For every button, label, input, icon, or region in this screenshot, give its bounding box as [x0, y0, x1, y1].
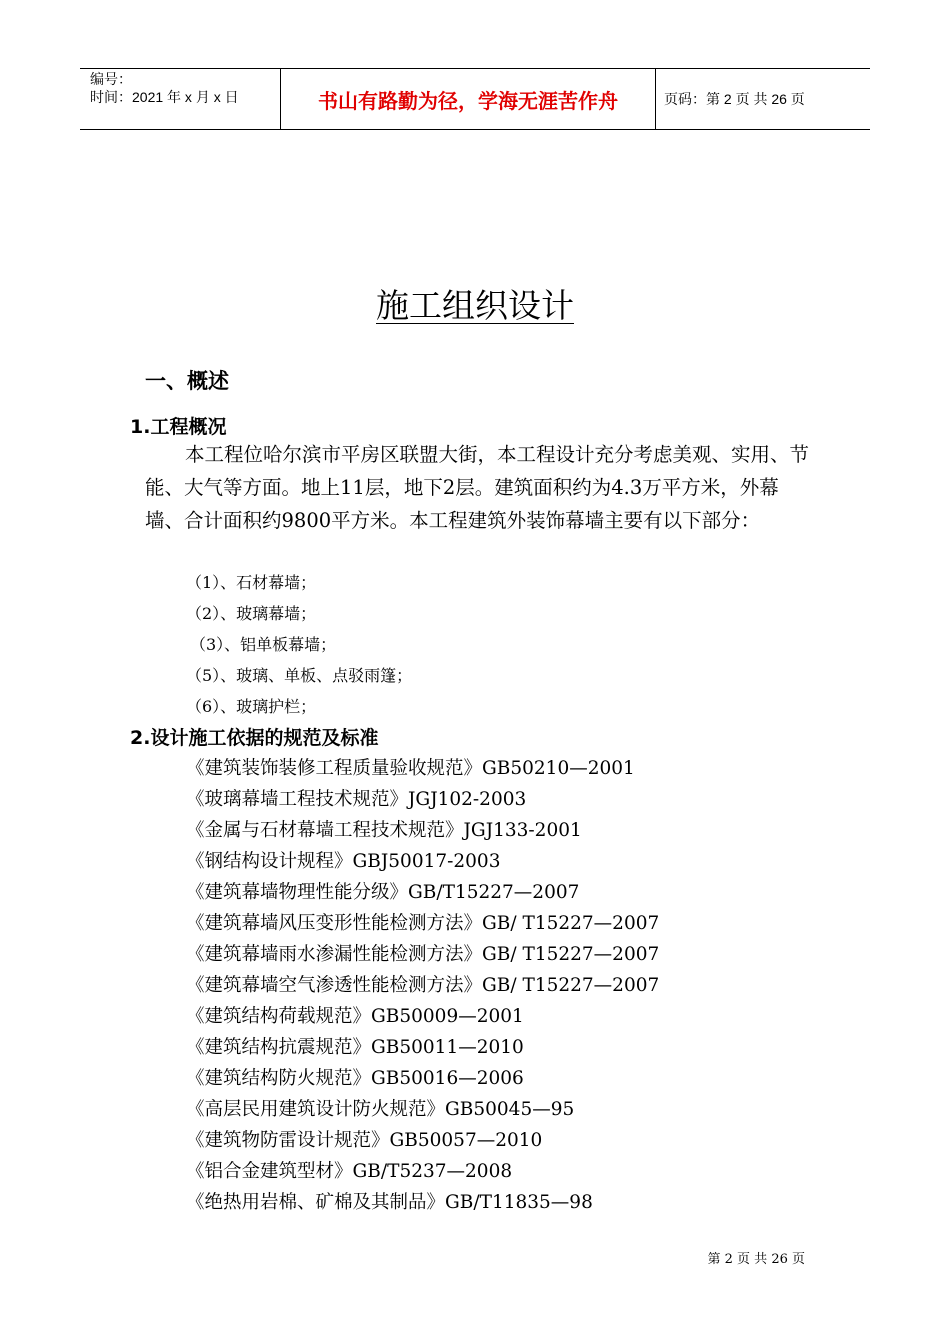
- list-item: （2）、玻璃幕墙；: [186, 604, 317, 623]
- standard-item: 《建筑结构抗震规范》GB50011—2010: [186, 1037, 524, 1058]
- standard-item: 《建筑结构防火规范》GB50016—2006: [186, 1068, 524, 1089]
- standard-item: 《建筑幕墙雨水渗漏性能检测方法》GB/ T15227—2007: [186, 944, 660, 965]
- document-time-label: 时间：2021 年 x 月 x 日: [90, 89, 239, 105]
- standard-item: 《绝热用岩棉、矿棉及其制品》GB/T11835—98: [186, 1192, 593, 1213]
- header-motto: 书山有路勤为径，学海无涯苦作舟: [280, 69, 656, 129]
- standard-item: 《玻璃幕墙工程技术规范》JGJ102-2003: [186, 789, 527, 810]
- subsection-heading-project-overview: 1.工程概况: [130, 416, 227, 438]
- header-page-info: 页码：第 2 页 共 26 页: [664, 91, 805, 107]
- standard-item: 《建筑幕墙物理性能分级》GB/T15227—2007: [186, 882, 580, 903]
- document-number-label: 编号：: [90, 71, 132, 87]
- standard-item: 《金属与石材幕墙工程技术规范》JGJ133-2001: [186, 820, 582, 841]
- document-title: [0, 280, 950, 327]
- list-item: （3）、铝单板幕墙；: [190, 635, 337, 654]
- standard-item: 《建筑结构荷载规范》GB50009—2001: [186, 1006, 524, 1027]
- standard-item: 《高层民用建筑设计防火规范》GB50045—95: [186, 1099, 575, 1120]
- page-header: [80, 68, 870, 130]
- list-item: （6）、玻璃护栏；: [186, 697, 317, 716]
- page-footer: 第 2 页 共 26 页: [707, 1252, 805, 1267]
- standard-item: 《建筑装饰装修工程质量验收规范》GB50210—2001: [186, 758, 635, 779]
- standard-item: 《钢结构设计规程》GBJ50017-2003: [186, 851, 501, 872]
- list-item: （5）、玻璃、单板、点驳雨篷；: [186, 666, 413, 685]
- project-overview-paragraph: [145, 438, 815, 537]
- standard-item: 《建筑物防雷设计规范》GB50057—2010: [186, 1130, 543, 1151]
- paragraph-text: 本工程位哈尔滨市平房区联盟大街，本工程设计充分考虑美观、实用、节能、大气等方面。地上11层，地下2层。建筑面积约为4.3万平方米，外幕墙、合计面积约9800平方米。本工程建筑外装饰幕墙主要有以下部分：: [145, 443, 810, 532]
- section-heading-overview: 一、概述: [145, 369, 229, 393]
- subsection-heading-standards: 2.设计施工依据的规范及标准: [130, 727, 379, 749]
- header-meta: [80, 69, 280, 129]
- document-title-text: 施工组织设计: [376, 286, 574, 325]
- list-item: （1）、石材幕墙；: [186, 573, 317, 592]
- standard-item: 《建筑幕墙风压变形性能检测方法》GB/ T15227—2007: [186, 913, 660, 934]
- standard-item: 《建筑幕墙空气渗透性能检测方法》GB/ T15227—2007: [186, 975, 660, 996]
- standard-item: 《铝合金建筑型材》GB/T5237—2008: [186, 1161, 513, 1182]
